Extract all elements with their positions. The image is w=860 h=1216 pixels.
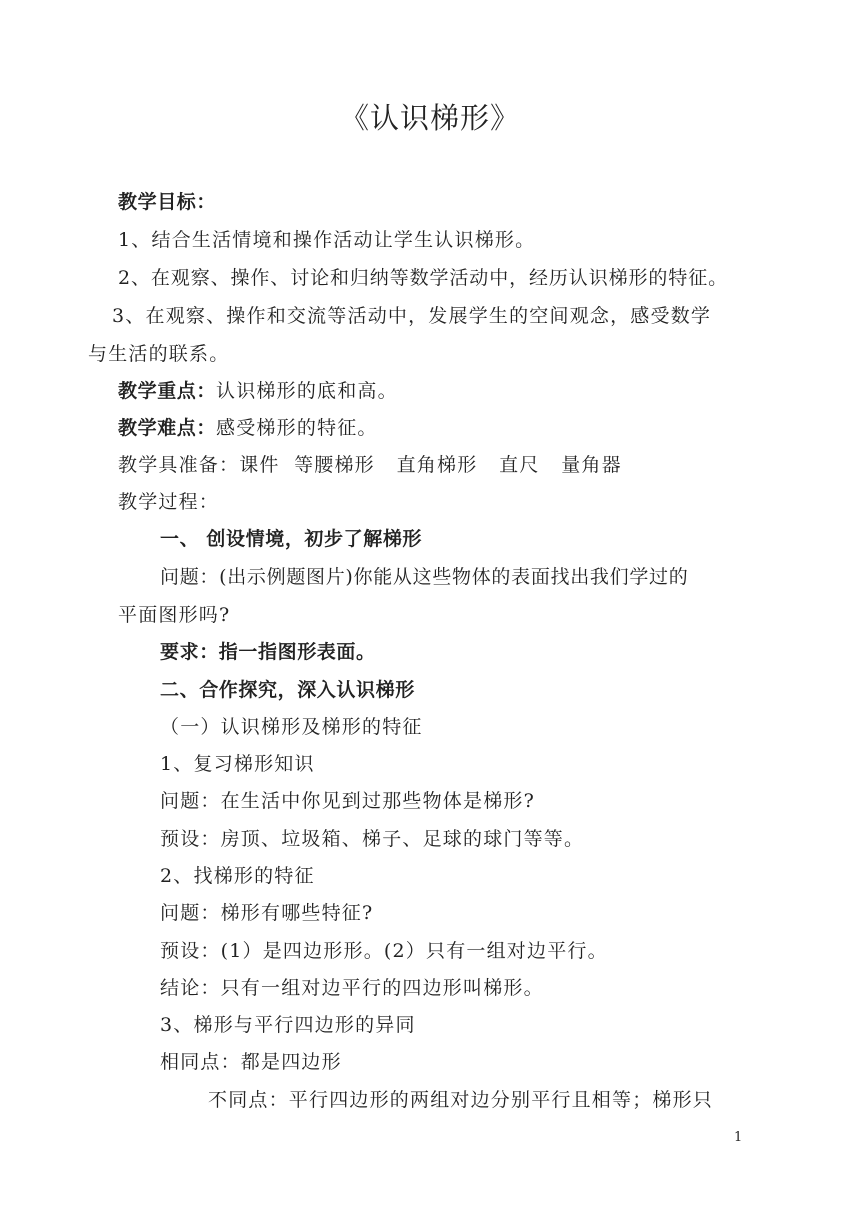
section-1-question-continued: 平面图形吗? [118, 604, 231, 626]
difficulty-label: 教学难点： [118, 417, 217, 439]
objective-3: 3、在观察、操作和交流等活动中，发展学生的空间观念，感受数学 [112, 305, 712, 327]
section-2-subheading: （一）认识梯形及梯形的特征 [160, 716, 423, 738]
objective-3-continued: 与生活的联系。 [88, 343, 230, 365]
key-point-label: 教学重点： [118, 380, 217, 402]
page-number: 1 [734, 1130, 743, 1145]
step-2-conclusion: 结论：只有一组对边平行的四边形叫梯形。 [160, 977, 544, 999]
process-heading: 教学过程： [118, 491, 220, 513]
step-2-preset: 预设：(1）是四边形形。(2）只有一组对边平行。 [160, 940, 608, 962]
section-1-heading: 一、 创设情境，初步了解梯形 [160, 528, 423, 550]
key-point-text: 认识梯形的底和高。 [216, 380, 398, 402]
document-title: 《认识梯形》 [339, 101, 520, 135]
section-1-requirement: 要求：指一指图形表面。 [160, 641, 376, 663]
key-point [118, 377, 398, 405]
section-2-heading: 二、合作探究，深入认识梯形 [160, 679, 415, 701]
step-1: 1、复习梯形知识 [160, 753, 315, 775]
section-1-question: 问题：(出示例题图片)你能从这些物体的表面找出我们学过的 [160, 566, 689, 588]
objective-2: 2、在观察、操作、讨论和归纳等数学活动中，经历认识梯形的特征。 [118, 267, 728, 289]
step-1-question: 问题：在生活中你见到过那些物体是梯形? [160, 790, 535, 812]
difficulty [118, 414, 378, 442]
difficulty-text: 感受梯形的特征。 [216, 417, 378, 439]
step-2-question: 问题：梯形有哪些特征? [160, 902, 374, 924]
step-3: 3、梯形与平行四边形的异同 [160, 1014, 416, 1036]
objectives-heading: 教学目标： [118, 191, 217, 213]
teaching-tools: 教学具准备：课件 等腰梯形 直角梯形 直尺 量角器 [118, 454, 622, 476]
step-1-preset: 预设：房顶、垃圾箱、梯子、足球的球门等等。 [160, 828, 585, 850]
step-3-difference: 不同点：平行四边形的两组对边分别平行且相等；梯形只 [208, 1089, 714, 1111]
step-2: 2、找梯形的特征 [160, 865, 315, 887]
objective-1: 1、结合生活情境和操作活动让学生认识梯形。 [118, 229, 536, 251]
step-3-same: 相同点：都是四边形 [160, 1051, 342, 1073]
